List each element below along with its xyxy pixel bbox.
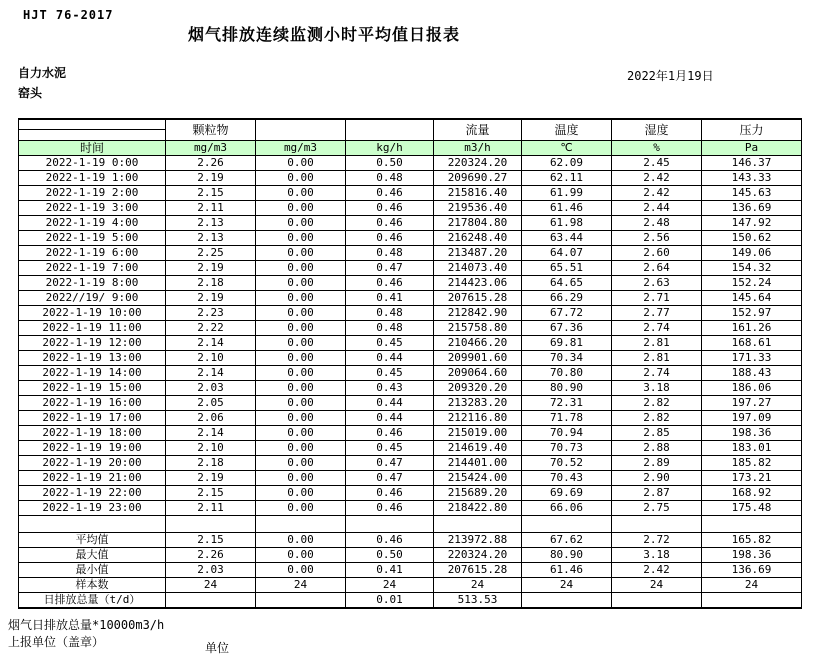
table-cell: 154.32	[702, 261, 802, 276]
table-cell: 0.46	[346, 486, 434, 501]
table-cell: 173.21	[702, 471, 802, 486]
header-cell-flow: 流量	[434, 119, 522, 141]
table-cell: 171.33	[702, 351, 802, 366]
header-cell-humidity: 湿度	[612, 119, 702, 141]
table-row	[19, 351, 802, 366]
table-cell: 2022-1-19 10:00	[19, 306, 166, 321]
company-name: 自力水泥	[18, 66, 67, 80]
table-cell: 24	[612, 578, 702, 593]
table-row	[19, 578, 802, 593]
table-cell: 2.64	[612, 261, 702, 276]
table-cell: 212842.90	[434, 306, 522, 321]
table-row	[19, 156, 802, 171]
table-cell: 2.11	[166, 201, 256, 216]
table-cell: 80.90	[522, 548, 612, 563]
table-cell: 0.00	[256, 171, 346, 186]
table-cell: 2.82	[612, 396, 702, 411]
station-name: 窑头	[18, 86, 43, 100]
table-cell: 0.46	[346, 186, 434, 201]
table-row	[19, 291, 802, 306]
table-cell: 0.00	[256, 306, 346, 321]
table-cell: 0.00	[256, 533, 346, 548]
unit-cell-percent: %	[612, 141, 702, 156]
table-cell: 197.27	[702, 396, 802, 411]
table-cell: 215816.40	[434, 186, 522, 201]
table-cell: 2.03	[166, 381, 256, 396]
table-cell: 0.00	[256, 156, 346, 171]
table-row	[19, 563, 802, 578]
table-cell: 0.00	[256, 216, 346, 231]
table-cell: 日排放总量（t/d）	[19, 593, 166, 609]
table-cell: 0.44	[346, 411, 434, 426]
table-cell: 70.52	[522, 456, 612, 471]
table-cell: 146.37	[702, 156, 802, 171]
table-cell: 2.74	[612, 321, 702, 336]
table-cell: 67.62	[522, 533, 612, 548]
table-cell: 3.18	[612, 381, 702, 396]
table-cell: 65.51	[522, 261, 612, 276]
table-cell: 2022-1-19 7:00	[19, 261, 166, 276]
table-cell: 70.34	[522, 351, 612, 366]
table-cell: 2.74	[612, 366, 702, 381]
table-cell: 210466.20	[434, 336, 522, 351]
table-cell: 71.78	[522, 411, 612, 426]
table-cell: 0.00	[256, 396, 346, 411]
page-title: 烟气排放连续监测小时平均值日报表	[187, 25, 460, 44]
standard-number: HJT 76-2017	[23, 8, 114, 22]
table-cell: 0.01	[346, 593, 434, 609]
table-cell: 平均值	[19, 533, 166, 548]
unit-cell-kgh: kg/h	[346, 141, 434, 156]
table-cell: 0.00	[256, 276, 346, 291]
table-cell: 2.18	[166, 456, 256, 471]
table-cell: 2.13	[166, 216, 256, 231]
table-row	[19, 321, 802, 336]
table-cell: 218422.80	[434, 501, 522, 516]
table-cell: 2.90	[612, 471, 702, 486]
header-divider-line	[19, 129, 165, 130]
table-cell: 2.60	[612, 246, 702, 261]
table-row	[19, 366, 802, 381]
table-cell: 0.00	[256, 441, 346, 456]
table-cell: 2.10	[166, 441, 256, 456]
unit-cell-mgm3: mg/m3	[256, 141, 346, 156]
table-row	[19, 501, 802, 516]
table-cell: 214423.06	[434, 276, 522, 291]
table-row	[19, 396, 802, 411]
header-row-units	[19, 141, 802, 156]
table-cell: 0.00	[256, 486, 346, 501]
table-cell: 0.47	[346, 456, 434, 471]
table-cell: 209064.60	[434, 366, 522, 381]
table-cell: 0.43	[346, 381, 434, 396]
table-cell: 2.81	[612, 351, 702, 366]
table-cell	[702, 593, 802, 609]
table-cell: 2022-1-19 4:00	[19, 216, 166, 231]
table-cell: 186.06	[702, 381, 802, 396]
table-cell: 2022-1-19 13:00	[19, 351, 166, 366]
table-row	[19, 471, 802, 486]
table-cell: 2022-1-19 8:00	[19, 276, 166, 291]
table-cell: 168.61	[702, 336, 802, 351]
spacer-row	[19, 516, 802, 533]
table-row	[19, 186, 802, 201]
table-cell: 2.42	[612, 171, 702, 186]
table-cell: 69.69	[522, 486, 612, 501]
table-cell: 213487.20	[434, 246, 522, 261]
unit-cell-m3h: m3/h	[434, 141, 522, 156]
table-cell: 2.42	[612, 186, 702, 201]
table-cell: 2022-1-19 15:00	[19, 381, 166, 396]
table-cell: 214401.00	[434, 456, 522, 471]
table-cell: 2022-1-19 1:00	[19, 171, 166, 186]
table-cell: 2.06	[166, 411, 256, 426]
table-cell: 2.82	[612, 411, 702, 426]
table-cell: 185.82	[702, 456, 802, 471]
table-cell: 2.13	[166, 231, 256, 246]
table-cell: 2.87	[612, 486, 702, 501]
table-cell: 0.48	[346, 171, 434, 186]
table-row	[19, 261, 802, 276]
table-cell: 0.00	[256, 411, 346, 426]
table-cell: 24	[166, 578, 256, 593]
table-cell: 样本数	[19, 578, 166, 593]
table-row	[19, 336, 802, 351]
table-cell: 0.00	[256, 456, 346, 471]
table-cell: 215424.00	[434, 471, 522, 486]
table-cell: 70.94	[522, 426, 612, 441]
table-cell: 2022-1-19 23:00	[19, 501, 166, 516]
table-row	[19, 216, 802, 231]
table-cell: 2022-1-19 19:00	[19, 441, 166, 456]
header-cell-blank	[256, 119, 346, 141]
table-cell: 72.31	[522, 396, 612, 411]
table-cell: 24	[256, 578, 346, 593]
table-row	[19, 533, 802, 548]
table-cell: 2.19	[166, 171, 256, 186]
table-cell: 2022-1-19 0:00	[19, 156, 166, 171]
table-cell: 209690.27	[434, 171, 522, 186]
unit-label: 单位	[205, 641, 230, 655]
table-cell: 2022-1-19 2:00	[19, 186, 166, 201]
table-row	[19, 201, 802, 216]
table-cell: 220324.20	[434, 156, 522, 171]
table-cell: 2.85	[612, 426, 702, 441]
table-cell: 70.80	[522, 366, 612, 381]
table-row	[19, 171, 802, 186]
table-cell: 0.00	[256, 246, 346, 261]
unit-cell-pa: Pa	[702, 141, 802, 156]
table-cell: 198.36	[702, 548, 802, 563]
table-cell: 165.82	[702, 533, 802, 548]
table-cell: 61.46	[522, 563, 612, 578]
table-cell: 0.41	[346, 291, 434, 306]
table-cell: 2.18	[166, 276, 256, 291]
table-cell: 0.46	[346, 533, 434, 548]
header-cell-particulate: 颗粒物	[166, 119, 256, 141]
table-cell: 70.43	[522, 471, 612, 486]
table-cell: 66.06	[522, 501, 612, 516]
table-row	[19, 441, 802, 456]
table-cell: 213972.88	[434, 533, 522, 548]
table-cell	[256, 593, 346, 609]
table-cell: 2.03	[166, 563, 256, 578]
table-row	[19, 306, 802, 321]
header-row-parameters	[19, 119, 802, 141]
table-cell: 513.53	[434, 593, 522, 609]
header-cell-time: 时间	[19, 141, 166, 156]
table-cell: 150.62	[702, 231, 802, 246]
report-date: 2022年1月19日	[627, 69, 714, 83]
table-cell: 0.46	[346, 231, 434, 246]
table-cell: 0.00	[256, 291, 346, 306]
table-cell: 0.00	[256, 563, 346, 578]
table-row	[19, 381, 802, 396]
table-cell: 214073.40	[434, 261, 522, 276]
table-cell: 145.63	[702, 186, 802, 201]
table-cell: 0.00	[256, 351, 346, 366]
table-cell: 2.77	[612, 306, 702, 321]
table-row	[19, 426, 802, 441]
table-cell: 3.18	[612, 548, 702, 563]
table-cell: 0.00	[256, 261, 346, 276]
table-cell	[522, 593, 612, 609]
table-cell: 2.14	[166, 366, 256, 381]
table-cell: 209901.60	[434, 351, 522, 366]
table-cell: 2022-1-19 17:00	[19, 411, 166, 426]
table-cell: 0.50	[346, 548, 434, 563]
table-cell: 2.42	[612, 563, 702, 578]
table-cell: 136.69	[702, 563, 802, 578]
table-cell: 2.10	[166, 351, 256, 366]
table-cell: 0.48	[346, 306, 434, 321]
table-cell: 2022-1-19 12:00	[19, 336, 166, 351]
table-cell: 0.00	[256, 231, 346, 246]
table-cell: 215758.80	[434, 321, 522, 336]
table-cell: 66.29	[522, 291, 612, 306]
table-cell: 207615.28	[434, 291, 522, 306]
table-cell: 2.26	[166, 548, 256, 563]
table-cell: 0.00	[256, 366, 346, 381]
table-cell: 0.46	[346, 216, 434, 231]
table-cell: 0.00	[256, 426, 346, 441]
table-cell: 62.11	[522, 171, 612, 186]
table-cell: 2.81	[612, 336, 702, 351]
table-cell	[166, 593, 256, 609]
table-cell: 2.14	[166, 426, 256, 441]
table-cell: 175.48	[702, 501, 802, 516]
table-cell: 0.47	[346, 471, 434, 486]
table-cell: 0.00	[256, 321, 346, 336]
table-cell: 70.73	[522, 441, 612, 456]
table-cell: 24	[702, 578, 802, 593]
table-cell: 2.72	[612, 533, 702, 548]
table-row	[19, 548, 802, 563]
table-cell: 24	[522, 578, 612, 593]
table-row	[19, 231, 802, 246]
table-cell: 168.92	[702, 486, 802, 501]
table-cell: 220324.20	[434, 548, 522, 563]
table-cell: 2.15	[166, 486, 256, 501]
table-cell: 209320.20	[434, 381, 522, 396]
table-cell: 24	[346, 578, 434, 593]
table-cell: 2.56	[612, 231, 702, 246]
table-cell: 0.00	[256, 501, 346, 516]
table-cell: 0.45	[346, 366, 434, 381]
table-cell: 0.46	[346, 426, 434, 441]
table-cell: 219536.40	[434, 201, 522, 216]
table-cell: 2022-1-19 11:00	[19, 321, 166, 336]
table-cell: 0.47	[346, 261, 434, 276]
table-cell: 216248.40	[434, 231, 522, 246]
table-cell: 67.72	[522, 306, 612, 321]
table-cell: 2.45	[612, 156, 702, 171]
header-cell-pressure: 压力	[702, 119, 802, 141]
table-cell: 214619.40	[434, 441, 522, 456]
table-cell: 2.25	[166, 246, 256, 261]
table-cell: 2.63	[612, 276, 702, 291]
table-row	[19, 246, 802, 261]
table-cell: 0.45	[346, 441, 434, 456]
table-cell: 2.14	[166, 336, 256, 351]
table-cell: 215019.00	[434, 426, 522, 441]
table-cell: 2022-1-19 20:00	[19, 456, 166, 471]
table-cell: 最大值	[19, 548, 166, 563]
table-cell: 0.00	[256, 471, 346, 486]
table-cell: 0.00	[256, 201, 346, 216]
table-row	[19, 593, 802, 609]
table-cell: 197.09	[702, 411, 802, 426]
table-cell: 0.48	[346, 321, 434, 336]
table-cell: 2022-1-19 22:00	[19, 486, 166, 501]
table-cell: 149.06	[702, 246, 802, 261]
table-cell: 2022-1-19 3:00	[19, 201, 166, 216]
table-cell: 0.44	[346, 396, 434, 411]
table-cell: 152.97	[702, 306, 802, 321]
table-cell: 64.65	[522, 276, 612, 291]
table-cell: 61.46	[522, 201, 612, 216]
table-cell: 62.09	[522, 156, 612, 171]
table-cell: 2022//19/ 9:00	[19, 291, 166, 306]
table-cell: 2.71	[612, 291, 702, 306]
reporting-unit-label: 上报单位（盖章）	[8, 635, 105, 649]
table-cell: 0.00	[256, 336, 346, 351]
header-cell-temperature: 温度	[522, 119, 612, 141]
table-cell: 2.44	[612, 201, 702, 216]
table-cell: 2.88	[612, 441, 702, 456]
table-cell: 64.07	[522, 246, 612, 261]
table-cell: 61.99	[522, 186, 612, 201]
table-cell: 0.00	[256, 548, 346, 563]
table-cell: 2022-1-19 18:00	[19, 426, 166, 441]
table-cell: 0.00	[256, 186, 346, 201]
table-cell: 0.50	[346, 156, 434, 171]
table-cell: 2022-1-19 5:00	[19, 231, 166, 246]
table-cell: 24	[434, 578, 522, 593]
header-cell-blank	[19, 119, 166, 141]
table-cell: 188.43	[702, 366, 802, 381]
table-cell: 212116.80	[434, 411, 522, 426]
table-cell: 2.15	[166, 533, 256, 548]
table-cell: 213283.20	[434, 396, 522, 411]
table-cell: 80.90	[522, 381, 612, 396]
table-cell: 2.05	[166, 396, 256, 411]
table-cell: 143.33	[702, 171, 802, 186]
table-cell: 61.98	[522, 216, 612, 231]
header-cell-blank	[346, 119, 434, 141]
table-cell: 2.23	[166, 306, 256, 321]
table-cell	[612, 593, 702, 609]
table-cell: 0.41	[346, 563, 434, 578]
table-row	[19, 456, 802, 471]
table-cell: 0.48	[346, 246, 434, 261]
table-cell: 183.01	[702, 441, 802, 456]
table-row	[19, 276, 802, 291]
table-cell: 198.36	[702, 426, 802, 441]
table-cell: 2.75	[612, 501, 702, 516]
table-cell: 0.44	[346, 351, 434, 366]
table-cell: 2022-1-19 16:00	[19, 396, 166, 411]
table-cell: 0.46	[346, 276, 434, 291]
table-cell: 0.46	[346, 501, 434, 516]
table-cell: 2022-1-19 21:00	[19, 471, 166, 486]
table-cell: 2.89	[612, 456, 702, 471]
table-cell: 69.81	[522, 336, 612, 351]
table-cell: 2.11	[166, 501, 256, 516]
table-cell: 2022-1-19 6:00	[19, 246, 166, 261]
table-cell: 2.15	[166, 186, 256, 201]
hourly-data-body	[19, 156, 802, 516]
table-cell: 217804.80	[434, 216, 522, 231]
unit-cell-mgm3: mg/m3	[166, 141, 256, 156]
table-cell: 2022-1-19 14:00	[19, 366, 166, 381]
table-row	[19, 411, 802, 426]
table-cell: 152.24	[702, 276, 802, 291]
table-cell: 145.64	[702, 291, 802, 306]
table-cell: 最小值	[19, 563, 166, 578]
table-cell: 2.19	[166, 291, 256, 306]
table-cell: 0.45	[346, 336, 434, 351]
table-cell: 0.00	[256, 381, 346, 396]
table-cell: 161.26	[702, 321, 802, 336]
table-cell: 0.46	[346, 201, 434, 216]
unit-cell-celsius: ℃	[522, 141, 612, 156]
table-cell: 2.48	[612, 216, 702, 231]
monitoring-table	[18, 118, 802, 609]
table-cell: 147.92	[702, 216, 802, 231]
table-cell: 67.36	[522, 321, 612, 336]
table-cell: 2.19	[166, 471, 256, 486]
flow-total-note: 烟气日排放总量*10000m3/h	[8, 618, 165, 632]
table-cell: 136.69	[702, 201, 802, 216]
table-cell: 215689.20	[434, 486, 522, 501]
table-cell: 2.26	[166, 156, 256, 171]
table-row	[19, 486, 802, 501]
table-cell: 2.19	[166, 261, 256, 276]
table-cell: 63.44	[522, 231, 612, 246]
table-cell: 207615.28	[434, 563, 522, 578]
table-cell: 2.22	[166, 321, 256, 336]
summary-body	[19, 533, 802, 609]
